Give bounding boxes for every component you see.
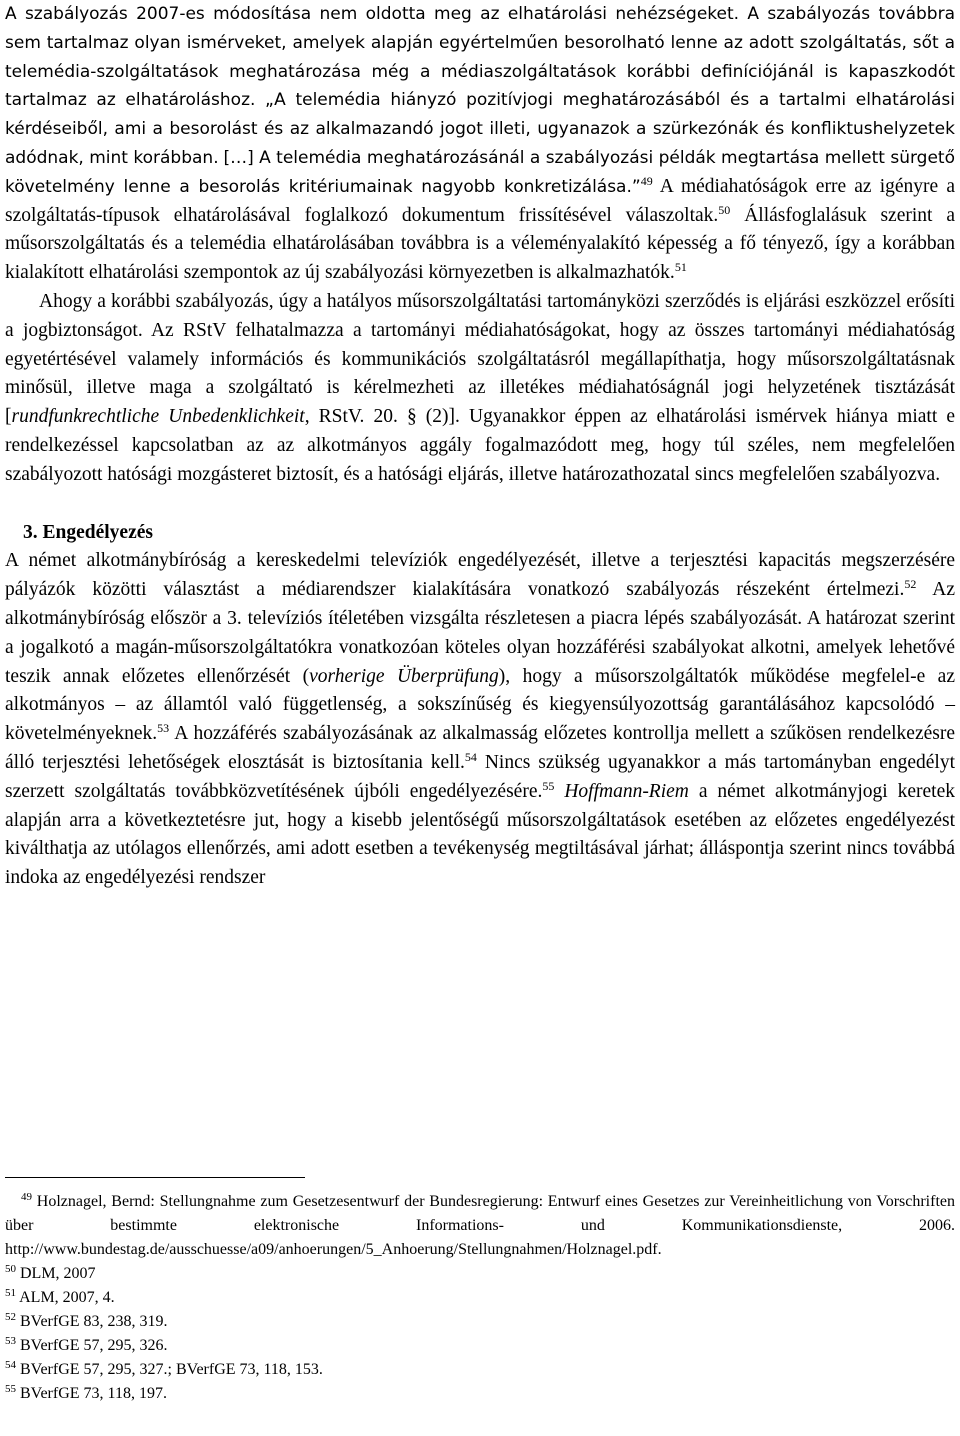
footnote-ref-55: 55 [542,778,555,793]
paragraph-1-text-a: A médiahatóságok erre az igényre a szolgáltatás-típusok elhatárolásával foglalkozó dokumentum frissítésével válaszoltak. [5,175,955,226]
footnote-ref-50: 50 [718,202,731,217]
footnote-number: 49 [21,1191,32,1203]
paragraph-3-text-d: A hozzáférés szabályozásának az alkalmasság előzetes kontrollja mellett a szűkösen rendelkezésre álló terjesztési lehetőségek elosztását is biztosítania kell. [5,723,955,773]
footnote-ref-52: 52 [904,577,917,592]
footnote-ref-49: 49 [640,173,653,188]
footnote-55 [5,1382,955,1406]
section-title: 3. Engedélyezés [23,521,153,543]
footnote-49 [5,1190,955,1262]
footnote-51 [5,1286,955,1310]
footnote-text: DLM, 2007 [20,1265,96,1282]
footnotes [5,1190,955,1406]
footnote-divider [5,1177,305,1178]
paragraph-3-text-e: Nincs szükség ugyanakkor a más tartományban engedélyt szerzett szolgáltatás továbbközvetítésének újbóli engedélyezésére. [5,751,955,802]
footnote-text: BVerfGE 57, 295, 327.; BVerfGE 73, 118, 153. [20,1361,323,1378]
footnote-54 [5,1358,955,1382]
footnote-50 [5,1262,955,1286]
footnote-number: 51 [5,1287,16,1299]
footnote-number: 52 [5,1311,16,1323]
quoted-text-a: A szabályozás 2007-es módosítása nem oldotta meg az elhatárolási nehézségeket. A szabályozás továbbra sem tartalmaz olyan ismérveket, amelyek alapján egyértelműen besorolható lenne az adott szolgáltatás, sőt a telemédia-szolgáltatások meghatározása még a médiaszolgáltatások korábbi definíciójánál is kapaszkodót tartalmaz az elhatároláshoz. „A telemédia hiányzó pozitívjogi meghatározásából és a tartalmi elhatárolási kérdéseiből, ami a besorolást és az alkalmazandó jogot illeti, ugyanazok a szürkezónák és konfliktushelyzetek adódnak, mint korábban. [5,4,955,168]
paragraph-3-text-a: A német alkotmánybíróság a kereskedelmi televíziók engedélyezését, illetve a terjesztési kapacitás megszerzésére pályázók közötti választást a médiarendszer kialakítására vonatkozó szabályozás részeként értelmezi. [5,550,955,601]
paragraph-3-text-c: ), hogy a műsorszolgáltatók működése megfelel-e az alkotmányos – az államtól való függetlenség, a sokszínűség és kiegyensúlyozottság garantálásához kapcsolódó – követelményeknek. [5,665,955,745]
footnote-ref-54: 54 [464,749,477,764]
footnote-53 [5,1334,955,1358]
paragraph-2-text-a: Ahogy a korábbi szabályozás, úgy a hatályos műsorszolgáltatási tartományközi szerződés is eljárási eszközzel erősíti a jogbiztonságot. Az RStV felhatalmazza a tartományi médiahatóságokat, hogy az összes tartományi médiahatóság egyetértésével valamely információs és kommunikációs szolgáltatásról megállapíthatja, hogy műsorszolgáltatásnak minősül, illetve maga a szolgáltató is kérelmezheti az illetékes médiahatóságnál jogi helyzetének tisztázását [ [5,290,955,428]
footnote-ref-51: 51 [674,260,687,275]
footnote-text: Holznagel, Bernd: Stellungnahme zum Gesetzesentwurf der Bundesregierung: Entwurf eines Gesetzes zur Vereinheitlichung von Vorschriften über bestimmte elektronische Informations- und Kommunikationsdienste, 2006. http://www.bundestag.de/ausschuesse/a09/anhoerungen/5_Anhoerung/Stellungnahmen/Holznagel.pdf. [5,1193,956,1258]
paragraph-3-italic: vorherige Überprüfung [309,665,499,687]
paragraph-2-text-b: , RStV. 20. § (2)]. Ugyanakkor éppen az elhatárolási ismérvek hiánya miatt e rendelkezéssel kapcsolatban az az alkotmányos aggály fogalmazódott meg, hogy túl széles, nem megfelelően szabályozott hatósági mozgásteret biztosít, és a hatósági eljárás, illetve határozathozatal sincs megfelelően szabályozva. [5,406,955,485]
footnote-ref-53: 53 [157,721,170,736]
paragraph-1-text-b: Állásfoglalásuk szerint a műsorszolgáltatás és a telemédia elhatárolásában továbbra is a véleményalakító képesség a fő tényező, így a korábban kialakított elhatárolási szempontok az új szabályozási környezetben is alkalmazhatók. [5,204,955,284]
footnote-number: 53 [5,1335,16,1347]
document-body [5,0,955,893]
paragraph-3 [5,547,955,893]
footnote-text: BVerfGE 73, 118, 197. [20,1385,167,1402]
footnote-text: BVerfGE 83, 238, 319. [20,1313,168,1330]
paragraph-2 [5,288,955,490]
footnote-text: ALM, 2007, 4. [19,1289,115,1306]
paragraph-2-italic: rundfunkrechtliche Unbedenklichkeit [11,406,305,428]
footnote-52 [5,1310,955,1334]
footnote-number: 55 [5,1383,16,1395]
footnote-number: 50 [5,1263,16,1275]
paragraph-3-text-b: Az alkotmánybíróság először a 3. televíziós ítéletében vizsgálta részletesen a piacra lépés szabályozását. A határozat szerint a jogalkotó a magán-műsorszolgáltatókra vonatkozóan köteles olyan hozzáférési szabályokat alkotni, amelyek lehetővé teszik annak előzetes ellenőrzését ( [5,579,955,687]
footnote-number: 54 [5,1359,16,1371]
paragraph-1 [5,0,955,288]
paragraph-3-text-f: a német alkotmányjogi keretek alapján arra a következtetésre jut, hogy a kisebb jelentőségű műsorszolgáltatások esetében az előzetes engedélyezést kiválthatja az utólagos ellenőrzés, ami adott esetben a tevékenység megtiltásával járhat; álláspontja szerint nincs továbbá indoka az engedélyezési rendszer [5,780,955,889]
quoted-text-b: […] A telemédia meghatározásánál a szabályozási példák megtartása mellett sürgető követelmény lenne a besorolás kritériumainak nagyobb konkretizálása.” [5,147,955,197]
paragraph-3-author: Hoffmann-Riem [564,780,689,802]
footnote-text: BVerfGE 57, 295, 326. [20,1337,168,1354]
